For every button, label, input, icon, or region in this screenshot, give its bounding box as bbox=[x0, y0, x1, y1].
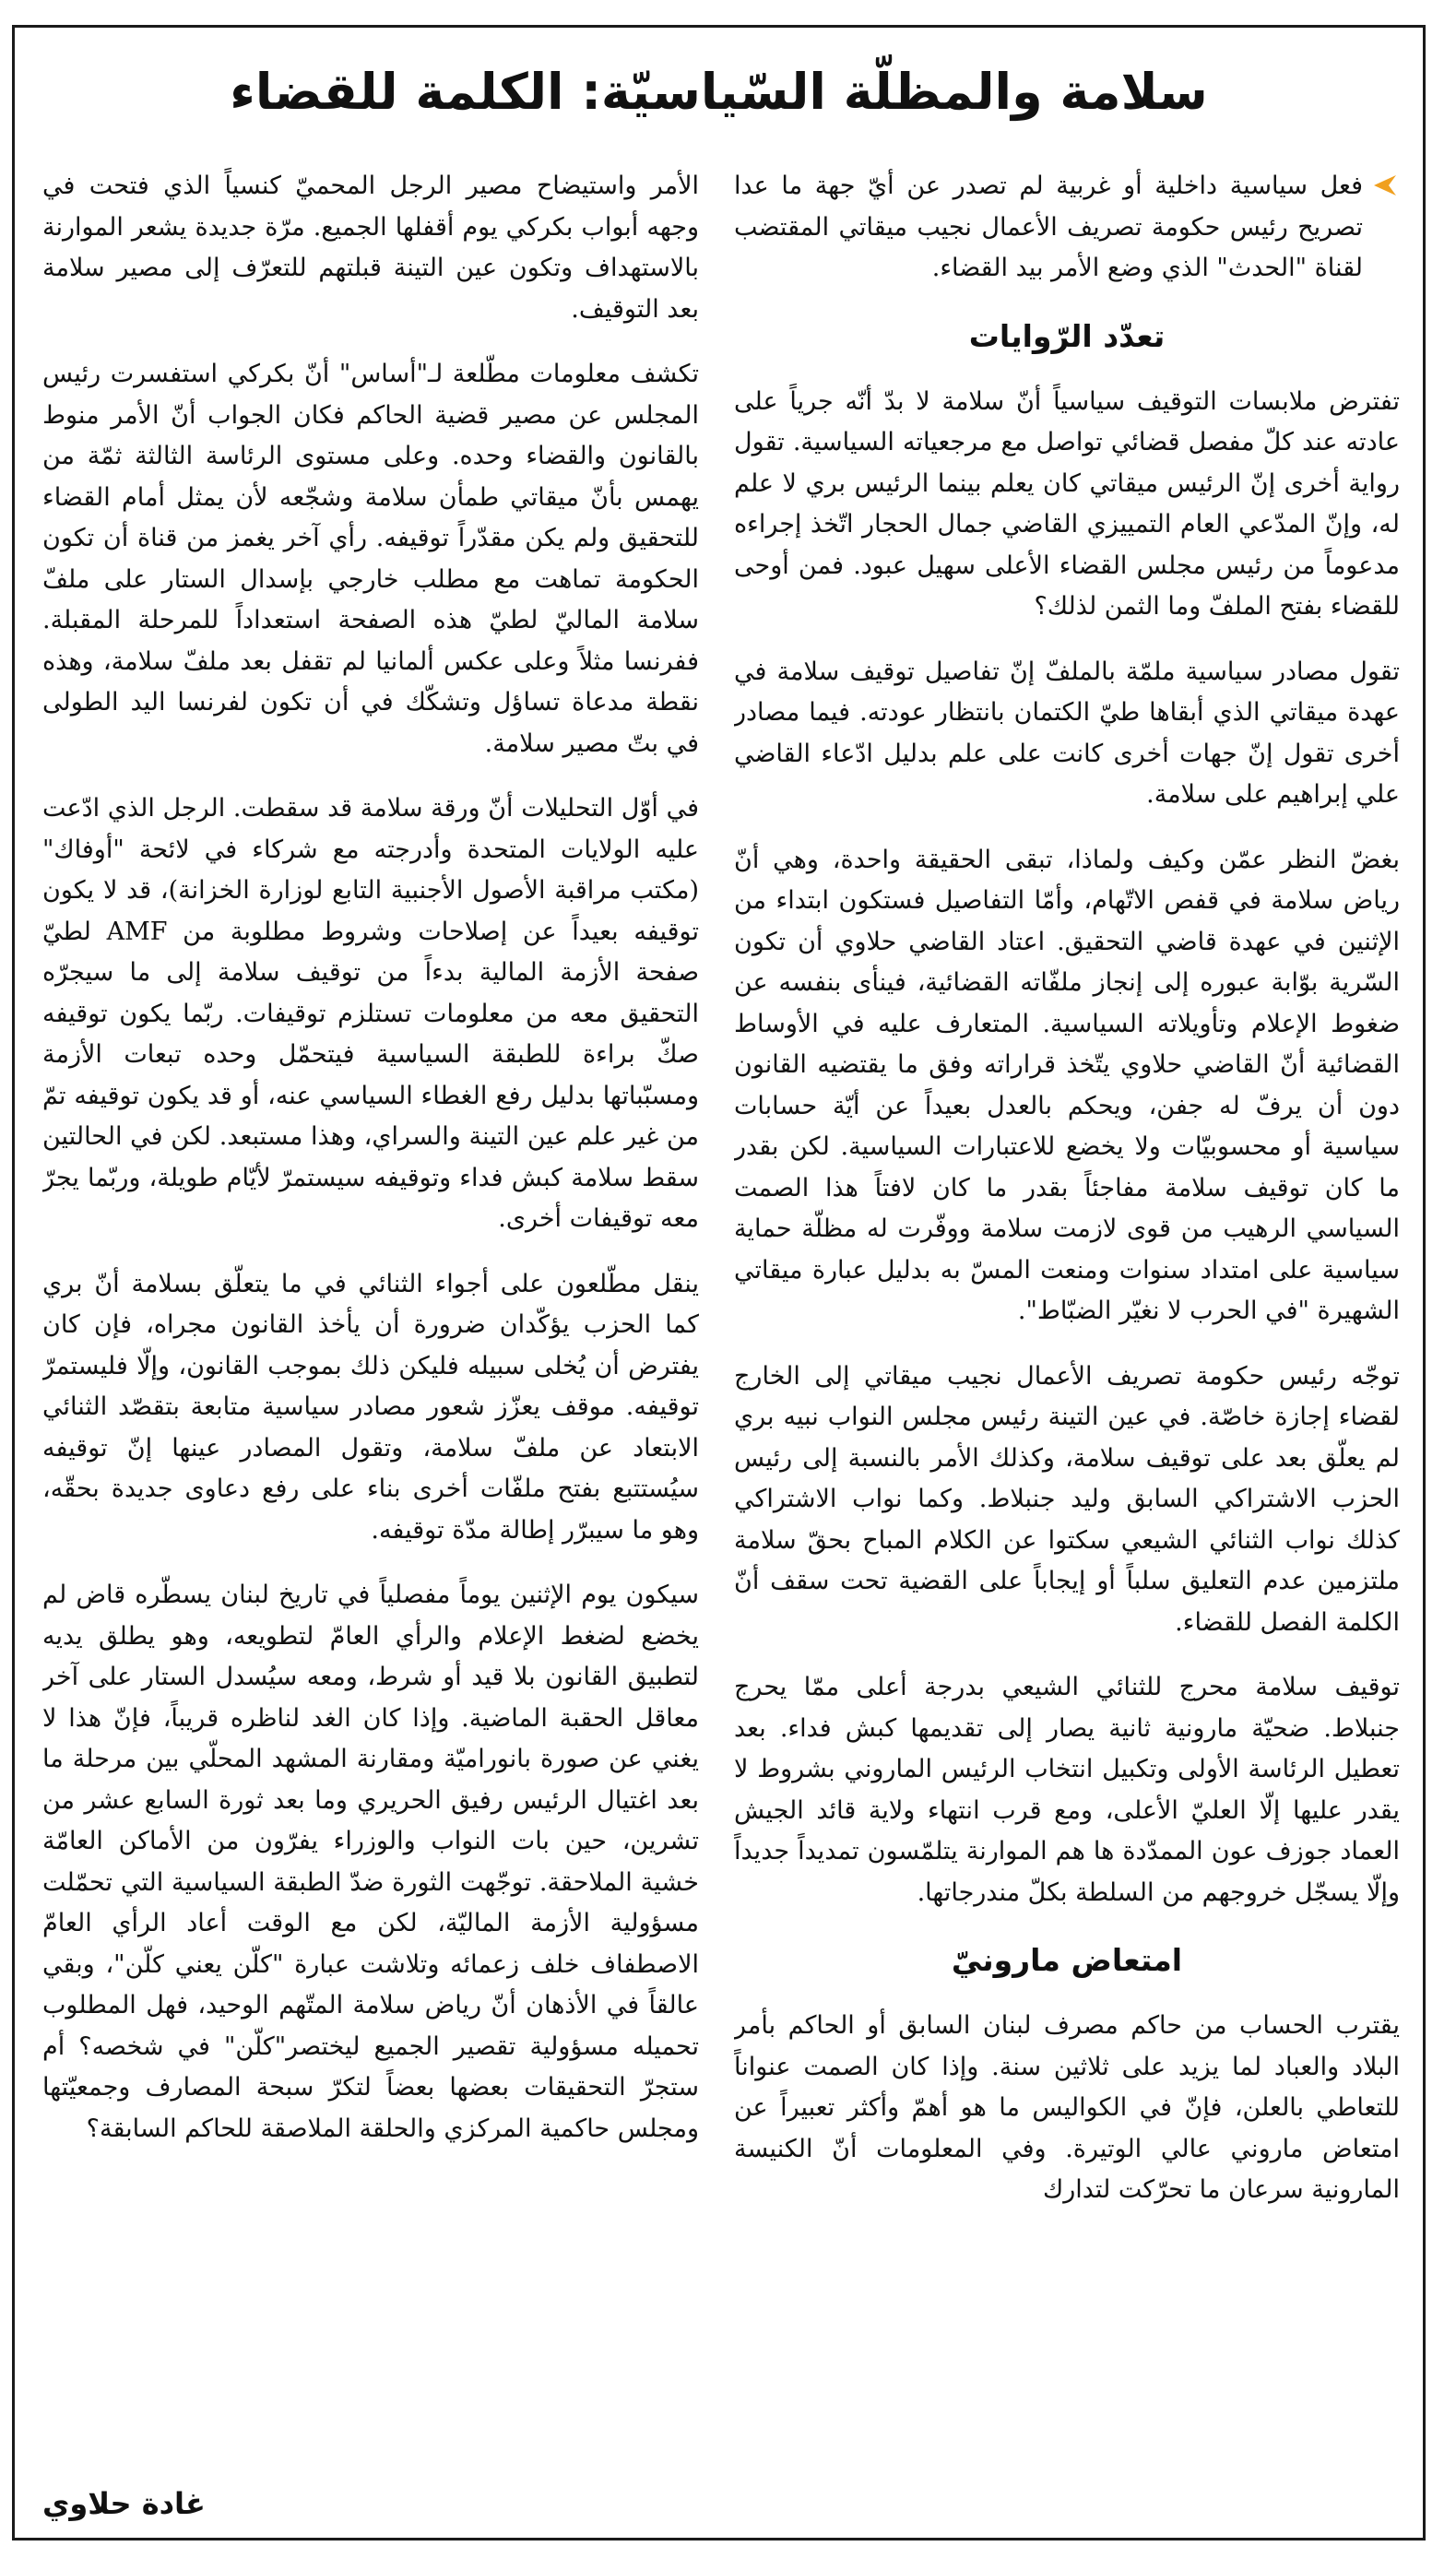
left-column bbox=[42, 166, 699, 2481]
orange-arrow-icon bbox=[1372, 172, 1400, 199]
paragraph: توقيف سلامة محرج للثنائي الشيعي بدرجة أعلى ممّا يحرج جنبلاط. ضحيّة مارونية ثانية يصار إلى تقديمها كبش فداء. بعد تعطيل الرئاسة الأولى وتكبيل انتخاب الرئيس الماروني بشروط لا يقدر عليها إلّا العليّ الأعلى، ومع قرب انتهاء ولاية قائد الجيش العماد جوزف عون الممدّدة ها هم الموارنة يتلمّسون تمديداً جديداً وإلّا يسجّل خروجهم من السلطة بكلّ مندرجاتها. bbox=[734, 1673, 1400, 1907]
author-byline: غادة حلاوي bbox=[42, 2486, 206, 2521]
subhead-narratives: تعدّد الرّوايات bbox=[968, 317, 1166, 354]
paragraph: توجّه رئيس حكومة تصريف الأعمال نجيب ميقاتي إلى الخارج لقضاء إجازة خاصّة. في عين التينة رئيس مجلس النواب نبيه بري لم يعلّق بعد على توقيف سلامة، وكذلك الأمر بالنسبة إلى رئيس الحزب الاشتراكي السابق وليد جنبلاط. وكما نواب الاشتراكي كذلك نواب الثنائي الشيعي سكتوا عن الكلام المباح بحقّ سلامة ملتزمين عدم التعليق سلباً أو إيجاباً على القضية تحت سقف أنّ الكلمة الفصل للقضاء. bbox=[734, 1361, 1400, 1637]
paragraph: في أوّل التحليلات أنّ ورقة سلامة قد سقطت. الرجل الذي ادّعت عليه الولايات المتحدة وأدرجته مع شركاء في لائحة "أوفاك" (مكتب مراقبة الأصول الأجنبية التابع لوزارة الخزانة)، قد لا يكون توقيفه بعيداً عن إصلاحات وشروط مطلوبة من AMF لطيّ صفحة الأزمة المالية بدءاً من توقيف سلامة إلى ما سيجرّه التحقيق معه من معلومات تستلزم توقيفات. ربّما يكون توقيفه صكّ براءة للطبقة السياسية فيتحمّل وحده تبعات الأزمة ومسبّباتها بدليل رفع الغطاء السياسي عنه، أو قد يكون توقيفه تمّ من غير علم عين التينة والسراي، وهذا مستبعد. لكن في الحالتين سقط سلامة كبش فداء وتوقيفه سيستمرّ لأيّام طويلة، وربّما يجرّ معه توقيفات أخرى. bbox=[42, 794, 699, 1233]
subhead-maronite-discontent: امتعاض مارونيّ bbox=[951, 1942, 1183, 1978]
article-headline: سلامة والمظلّة السّياسيّة: الكلمة للقضاء bbox=[230, 63, 1208, 121]
paragraph: يقترب الحساب من حاكم مصرف لبنان السابق أو الحاكم بأمر البلاد والعباد لما يزيد على ثلاثين سنة. وإذا كان الصمت عنواناً للتعاطي بالعلن، فإنّ في الكواليس ما هو أهمّ وأكثر تعبيراً عن امتعاض ماروني عالي الوتيرة. وفي المعلومات أنّ الكنيسة المارونية سرعان ما تحرّكت لتدارك bbox=[734, 2011, 1400, 2204]
paragraph: سيكون يوم الإثنين يوماً مفصلياً في تاريخ لبنان يسطّره قاض لم يخضع لضغط الإعلام والرأي العامّ لتطويعه، وهو يطلق يديه لتطبيق القانون بلا قيد أو شرط، ومعه سيُسدل الستار على آخر معاقل الحقبة الماضية. وإذا كان الغد لناظره قريباً، فإنّ هذا لا يغني عن صورة بانوراميّة ومقارنة المشهد المحلّي بين مرحلة ما بعد اغتيال الرئيس رفيق الحريري وما بعد ثورة السابع عشر من تشرين، حين بات النواب والوزراء يفرّون من الأماكن العامّة خشية الملاحقة. توجّهت الثورة ضدّ الطبقة السياسية التي تحمّلت مسؤولية الأزمة الماليّة، لكن مع الوقت أعاد الرأي العامّ الاصطفاف خلف زعمائه وتلاشت عبارة "كلّن يعني كلّن"، وبقي عالقاً في الأذهان أنّ رياض سلامة المتّهم الوحيد، فهل المطلوب تحميله مسؤولية تقصير الجميع ليختصر"كلّن" في شخصه؟ أم ستجرّ التحقيقات بعضها بعضاً لتكرّ سبحة المصارف وجمعيّتها ومجلس حاكمية المركزي والحلقة الملاصقة للحاكم السابقة؟ bbox=[42, 1581, 699, 2143]
paragraph: ينقل مطّلعون على أجواء الثنائي في ما يتعلّق بسلامة أنّ بري كما الحزب يؤكّدان ضرورة أن يأخذ القانون مجراه، فإن كان يفترض أن يُخلى سبيله فليكن ذلك بموجب القانون، وإلّا فليستمرّ توقيفه. موقف يعزّز شعور مصادر سياسية متابعة بتقصّد الثنائي الابتعاد عن ملفّ سلامة، وتقول المصادر عينها إنّ توقيفه سيُستتبع بفتح ملفّات أخرى بناء على رفع دعاوى جديدة بحقّه، وهو ما سيبرّر إطالة مدّة توقيفه. bbox=[42, 1269, 699, 1545]
paragraph: الأمر واستيضاح مصير الرجل المحميّ كنسياً الذي فتحت في وجهه أبواب بكركي يوم أقفلها الجميع. مرّة جديدة يشعر الموارنة بالاستهداف وتكون عين التينة قبلتهم للتعرّف إلى مصير سلامة بعد التوقيف. bbox=[42, 172, 699, 324]
lead-paragraph bbox=[734, 166, 1400, 290]
paragraph: تقول مصادر سياسية ملمّة بالملفّ إنّ تفاصيل توقيف سلامة في عهدة ميقاتي الذي أبقاها طيّ الكتمان بانتظار عودته. فيما مصادر أخرى تقول إنّ جهات أخرى كانت على علم بدليل ادّعاء القاضي علي إبراهيم على سلامة. bbox=[734, 657, 1400, 809]
paragraph: بغضّ النظر عمّن وكيف ولماذا، تبقى الحقيقة واحدة، وهي أنّ رياض سلامة في قفص الاتّهام، وأمّا التفاصيل فستكون ابتداء من الإثنين في عهدة قاضي التحقيق. اعتاد القاضي حلاوي أن تكون السّرية بوّابة عبوره إلى إنجاز ملفّاته القضائية، فينأى بنفسه عن ضغوط الإعلام وتأويلاته السياسية. المتعارف عليه في الأوساط القضائية أنّ القاضي حلاوي يتّخذ قراراته وفق ما يقتضيه القانون دون أن يرفّ له جفن، ويحكم بالعدل بعيداً عن أيّة حسابات سياسية أو محسوبيّات ولا يخضع للاعتبارات السياسية. لكن بقدر ما كان توقيف سلامة مفاجئاً بقدر ما كان لافتاً هذا الصمت السياسي الرهيب من قوى لازمت سلامة ووفّرت له مظلّة حماية سياسية على امتداد سنوات ومنعت المسّ به بدليل عبارة ميقاتي الشهيرة "في الحرب لا نغيّر الضبّاط". bbox=[734, 845, 1400, 1325]
paragraph: تفترض ملابسات التوقيف سياسياً أنّ سلامة لا بدّ أنّه جرياً على عادته عند كلّ مفصل قضائي تواصل مع مرجعياته السياسية. تقول رواية أخرى إنّ الرئيس ميقاتي كان يعلم بينما الرئيس بري لا علم له، وإنّ المدّعي العام التمييزي القاضي جمال الحجار اتّخذ إجراءه مدعوماً من رئيس مجلس القضاء الأعلى سهيل عبود. فمن أوحى للقضاء بفتح الملفّ وما الثمن لذلك؟ bbox=[734, 386, 1400, 621]
lead-text: فعل سياسية داخلية أو غربية لم تصدر عن أيّ جهة ما عدا تصريح رئيس حكومة تصريف الأعمال نجيب ميقاتي المقتضب لقناة "الحدث" الذي وضع الأمر بيد القضاء. bbox=[734, 172, 1363, 282]
paragraph: تكشف معلومات مطّلعة لـ"أساس" أنّ بكركي استفسرت رئيس المجلس عن مصير قضية الحاكم فكان الجواب أنّ الأمر منوط بالقانون والقضاء وحده. وعلى مستوى الرئاسة الثالثة ثمّة من يهمس بأنّ ميقاتي طمأن سلامة وشجّعه لأن يمثل أمام القضاء للتحقيق ولم يكن مقدّراً توقيفه. رأي آخر يغمز من قناة أن تكون الحكومة تماهت مع مطلب خارجي بإسدال الستار على ملفّ سلامة الماليّ لطيّ هذه الصفحة استعداداً للمرحلة المقبلة. ففرنسا مثلاً وعلى عكس ألمانيا لم تقفل بعد ملفّ سلامة، وهذه نقطة مدعاة تساؤل وتشكّك في أن تكون لفرنسا اليد الطولى في بتّ مصير سلامة. bbox=[42, 360, 699, 758]
article-frame bbox=[12, 25, 1426, 2540]
right-column bbox=[734, 166, 1400, 2481]
